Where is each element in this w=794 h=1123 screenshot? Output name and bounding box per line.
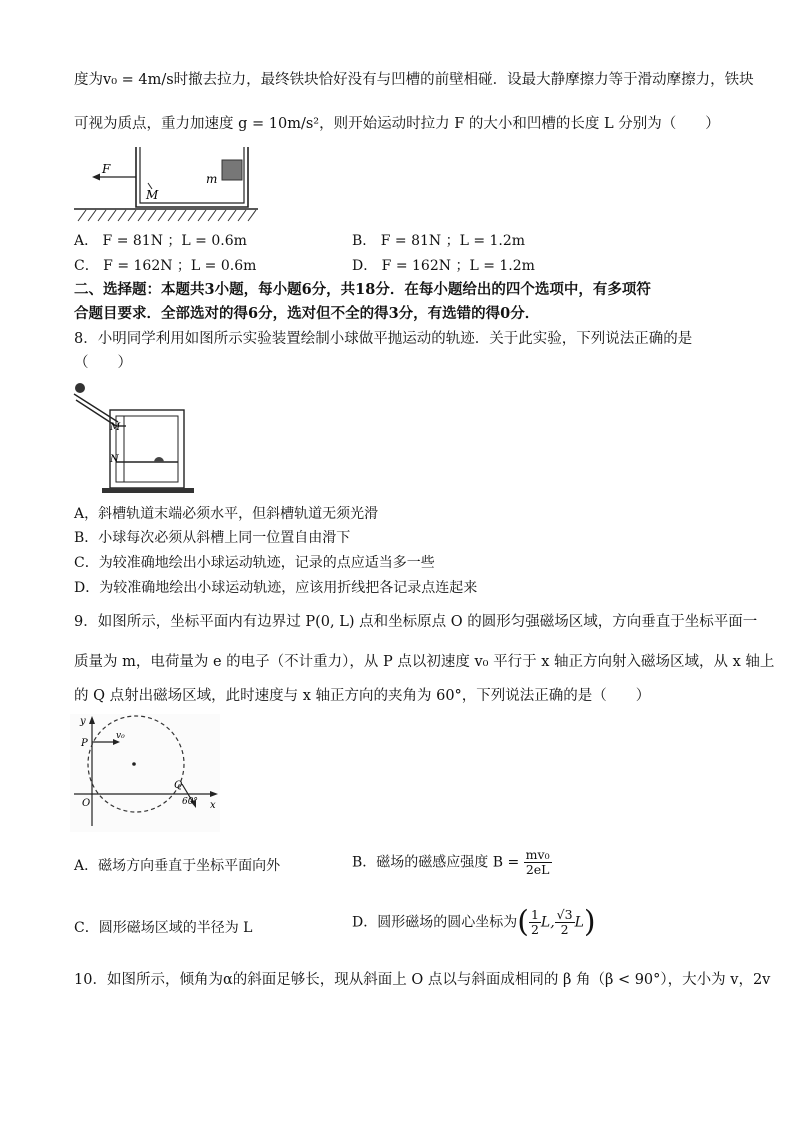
q7-option-b: B． F = 81N ；L = 1.2m — [352, 233, 526, 249]
label-v0: v₀ — [116, 731, 125, 741]
q7-figure-groove — [72, 143, 272, 223]
q8-text-line2: （ ） — [74, 355, 132, 371]
label-O: O — [82, 798, 91, 809]
q9-option-a: A．磁场方向垂直于坐标平面向外 — [74, 858, 281, 874]
fraction-mv0-over-2eL: $\frac{\text{mv₀}}{2eL}$ — [525, 847, 550, 877]
q8-figure-apparatus — [72, 378, 202, 498]
q9-figure-magnetic-field — [70, 714, 220, 832]
q9-option-c: C．圆形磁场区域的半径为 L — [74, 920, 253, 936]
label-60deg: 60° — [182, 797, 198, 807]
label-M: M — [146, 188, 159, 202]
q7-text-line1: 度为v₀ = 4m/s时撤去拉力，最终铁块恰好没有与凹槽的前壁相碰．设最大静摩擦力等于滑动摩擦力，铁块 — [74, 72, 754, 88]
label-P: P — [81, 738, 88, 749]
q9-text-line2: 质量为 m，电荷量为 e 的电子（不计重力），从 P 点以初速度 v₀ 平行于 x 轴正方向射入磁场区域，从 x 轴上 — [74, 654, 775, 670]
q8-option-d: D．为较准确地绘出小球运动轨迹，应该用折线把各记录点连起来 — [74, 580, 478, 596]
label-Q: Q — [174, 780, 183, 791]
q8-option-c: C．为较准确地绘出小球运动轨迹，记录的点应适当多一些 — [74, 555, 435, 571]
q8-option-a: A，斜槽轨道末端必须水平，但斜槽轨道无须光滑 — [74, 506, 379, 522]
q7-option-d: D． F = 162N ；L = 1.2m — [352, 258, 535, 274]
label-m: m — [206, 172, 218, 186]
q8-text-line1: 8．小明同学利用如图所示实验装置绘制小球做平抛运动的轨迹．关于此实验，下列说法正确的是 — [74, 331, 693, 347]
q7-text-line2: 可视为质点，重力加速度 g = 10m/s²，则开始运动时拉力 F 的大小和凹槽的长度 L 分别为（ ） — [74, 116, 720, 132]
label-x: x — [210, 800, 216, 811]
label-N-q8: N — [110, 454, 119, 465]
q9-text-line3: 的 Q 点射出磁场区域，此时速度与 x 轴正方向的夹角为 60°，下列说法正确的是（ ） — [74, 688, 651, 704]
q9-option-d: D．圆形磁场的圆心坐标为( $\frac{1}{2}$ L, $\frac{√3}{2}$ L) — [352, 904, 596, 940]
section2-heading-line1: 二、选择题：本题共3小题，每小题6分，共18分．在每小题给出的四个选项中，有多项符 — [74, 281, 651, 298]
q9-option-b: B．磁场的磁感应强度 B = $\frac{\text{mv₀}}{2eL}$ — [352, 847, 550, 877]
block-m — [222, 160, 242, 180]
label-y: y — [80, 716, 86, 727]
section2-heading-line2: 合题目要求．全部选对的得6分，选对但不全的得3分，有选错的得0分． — [74, 305, 540, 322]
q9-text-line1: 9．如图所示，坐标平面内有边界过 P(0, L) 点和坐标原点 O 的圆形匀强磁场区域，方向垂直于坐标平面一 — [74, 614, 758, 630]
q7-option-c: C． F = 162N ；L = 0.6m — [74, 258, 257, 274]
label-F: F — [102, 162, 111, 176]
q7-option-a: A． F = 81N ；L = 0.6m — [74, 233, 247, 249]
q10-text-line1: 10．如图所示，倾角为α的斜面足够长，现从斜面上 O 点以与斜面成相同的 β 角（β < 90°），大小为 v，2v — [74, 972, 771, 988]
q8-option-b: B．小球每次必须从斜槽上同一位置自由滑下 — [74, 530, 351, 546]
label-M-q8: M — [110, 422, 121, 433]
